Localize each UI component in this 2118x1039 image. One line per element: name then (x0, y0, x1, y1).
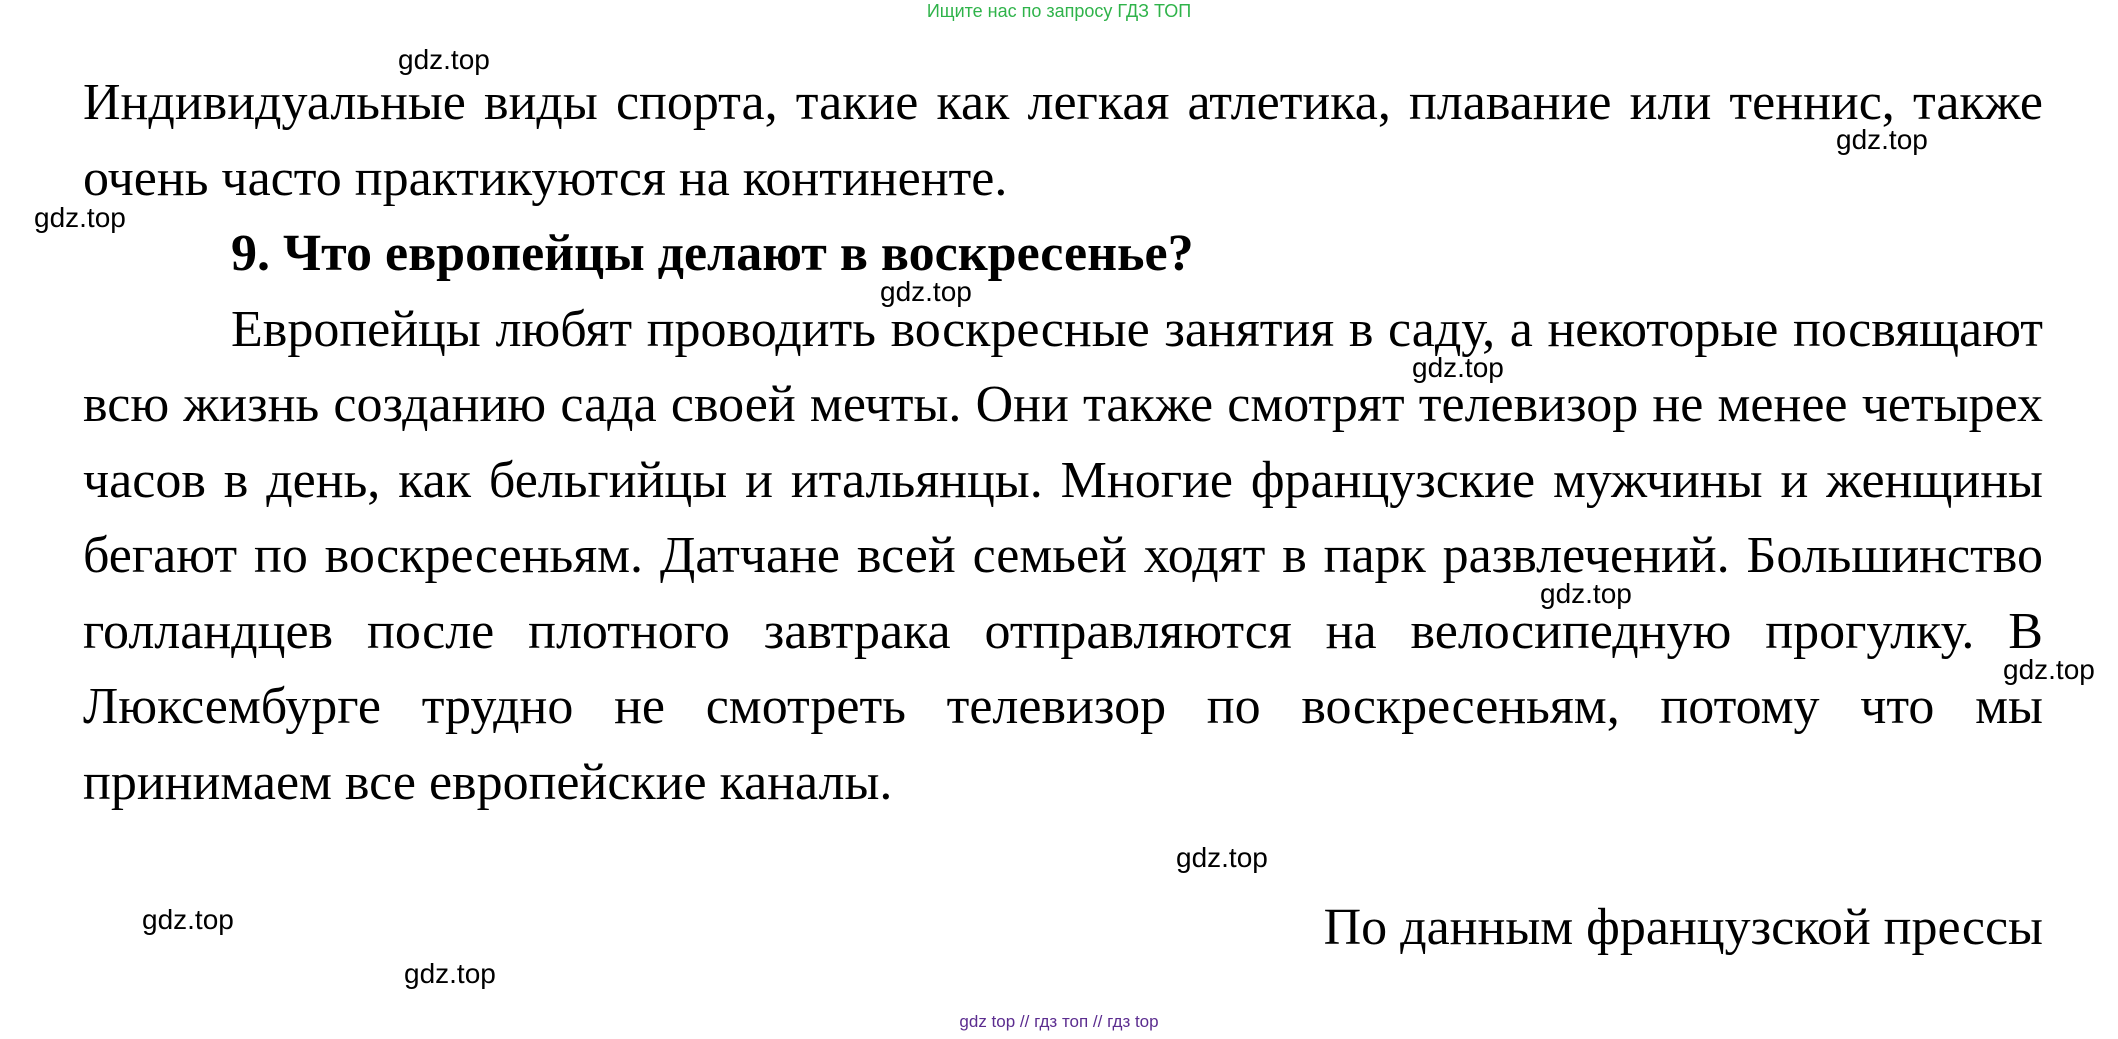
watermark: gdz.top (404, 958, 496, 989)
watermark: gdz.top (2003, 654, 2095, 685)
watermark: gdz.top (142, 904, 234, 935)
watermark: gdz.top (34, 202, 126, 233)
watermark: gdz.top (398, 44, 490, 75)
paragraph-individual-sports: Индивидуальные виды спорта, такие как легкая атлетика, плавание или теннис, также очень часто практикуются на континенте. (83, 74, 2043, 207)
watermark: gdz.top (880, 276, 972, 307)
footer-links: gdz top // гдз топ // гдз top (959, 1012, 1159, 1031)
question-heading: 9. Что европейцы делают в воскресенье? (231, 225, 1194, 282)
watermark: gdz.top (1540, 578, 1632, 609)
watermark: gdz.top (1176, 842, 1268, 873)
watermark: gdz.top (1836, 124, 1928, 155)
paragraph-sunday-activities: Европейцы любят проводить воскресные занятия в саду, а некоторые посвящают всю жизнь созданию сада своей мечты. Они также смотрят телевизор не менее четырех часов в день, как бельгийцы и итальянцы. Многие французские мужчины и женщины бегают по воскресеньям. Датчане всей семьей ходят в парк развлечений. Большинство голландцев после плотного завтрака отправляются на велосипедную прогулку. В Люксембурге трудно не смотреть телевизор по воскресеньям, потому что мы принимаем все европейские каналы. (83, 300, 2043, 811)
top-banner: Ищите нас по запросу ГДЗ ТОП (926, 1, 1192, 21)
watermark: gdz.top (1412, 352, 1504, 383)
source-attribution: По данным французской прессы (1323, 899, 2043, 956)
document-body (83, 65, 2043, 820)
